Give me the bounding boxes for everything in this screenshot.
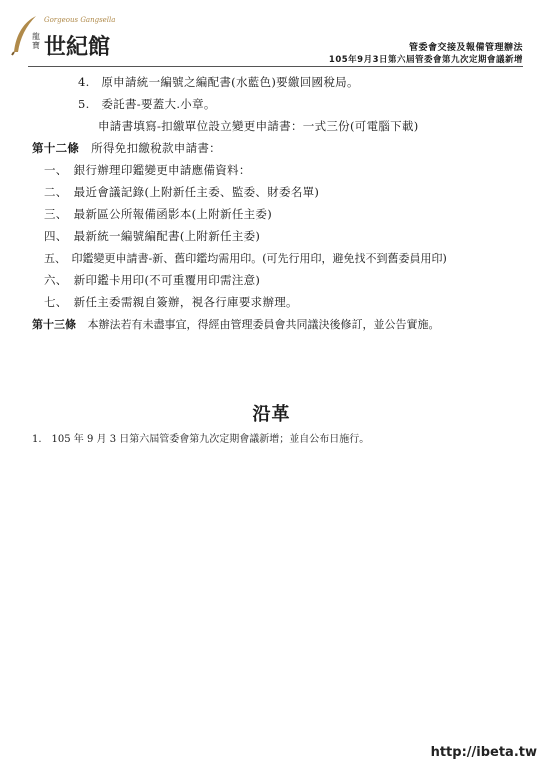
- article-12-item-2: 二、 最近會議記錄(上附新任主委、監委、財委名單): [44, 185, 320, 199]
- logo-side-text: 龍寶: [32, 32, 40, 50]
- article-12-item-7: 七、 新任主委需親自簽辦，視各行庫要求辦理。: [44, 295, 298, 309]
- logo-main-text: 世紀館: [44, 35, 111, 60]
- article-12-item-4: 四、 最新統一編號編配書(上附新任主委): [44, 229, 261, 243]
- article-12-item-3: 三、 最新區公所報備函影本(上附新任主委): [44, 207, 273, 221]
- header-divider: [28, 66, 523, 67]
- history-item: 1. 105 年 9 月 3 日第六屆管委會第九次定期會議新增；並自公布日施行。: [32, 434, 370, 445]
- article-12-item-5: 五、 印鑑變更申請書-新、舊印鑑均需用印。(可先行用印，避免找不到舊委員用印): [44, 252, 447, 265]
- article-13-text: 本辦法若有未盡事宜，得經由管理委員會共同議決後修訂，並公告實施。: [87, 318, 440, 331]
- article-12: [32, 140, 221, 156]
- article-12-label: 第十二條: [32, 141, 80, 155]
- article-13: [32, 316, 440, 332]
- article-12-item-1: 一、 銀行辦理印鑑變更申請應備資料：: [44, 163, 251, 177]
- clause-item-5: 5. 委託書-要蓋大.小章。: [78, 97, 216, 111]
- watermark-url: http://ibeta.tw: [430, 745, 537, 760]
- application-form-note: 申請書填寫-扣繳單位設立變更申請書：一式三份(可電腦下載): [98, 119, 419, 133]
- document-title: 管委會交接及報備管理辦法: [408, 43, 523, 53]
- document-subtitle: 105年9月3日第六屆管委會第九次定期會議新增: [328, 55, 523, 65]
- history-title: 沿革: [252, 404, 291, 425]
- article-13-label: 第十三條: [32, 318, 76, 331]
- article-12-item-6: 六、 新印鑑卡用印(不可重覆用印需注意): [44, 273, 261, 287]
- logo-script-text: Gorgeous Gangsella: [44, 16, 116, 24]
- logo: [10, 12, 130, 62]
- article-12-text: 所得免扣繳稅款申請書：: [91, 141, 221, 155]
- clause-item-4: 4. 原申請統一編號之編配書(水藍色)要繳回國稅局。: [78, 75, 359, 89]
